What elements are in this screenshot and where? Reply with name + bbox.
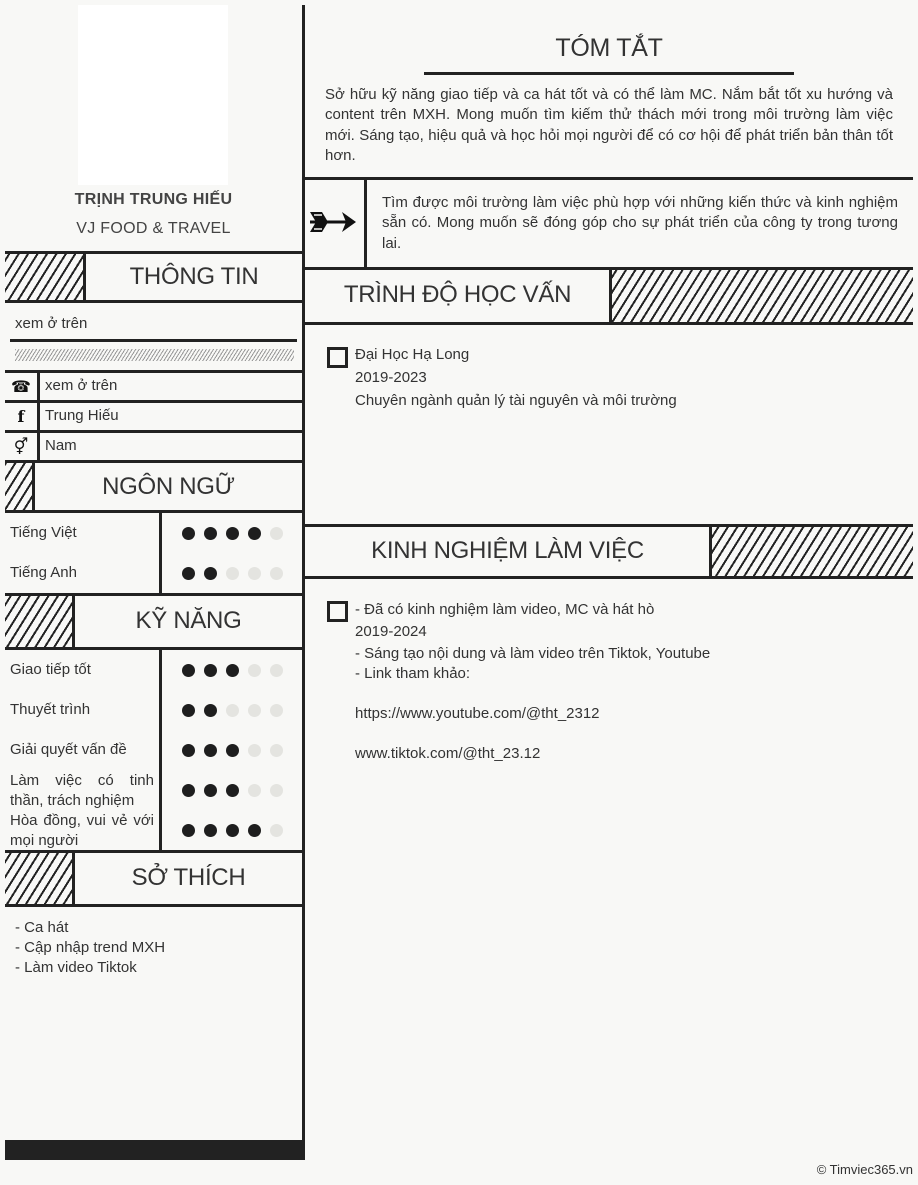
hobbies-title: SỞ THÍCH: [131, 864, 246, 891]
profile-name: TRỊNH TRUNG HIẾU: [74, 191, 233, 208]
rating-dot-filled: [248, 527, 261, 540]
skill-rating: [182, 824, 283, 837]
info-divider: [15, 349, 294, 361]
rating-dot-filled: [204, 704, 217, 717]
gender-icon: ⚥: [13, 438, 29, 456]
language-name: Tiếng Anh: [10, 564, 77, 581]
skill-name: Giải quyết vấn đề: [10, 741, 127, 758]
rating-dot-empty: [270, 784, 283, 797]
rating-dot-empty: [248, 744, 261, 757]
rating-dot-empty: [248, 784, 261, 797]
rating-dot-filled: [204, 744, 217, 757]
rating-dot-filled: [204, 664, 217, 677]
rating-dot-empty: [270, 527, 283, 540]
phone-icon: ☎: [11, 378, 31, 396]
rating-dot-filled: [226, 824, 239, 837]
language-rating: [182, 527, 283, 540]
skill-rating: [182, 784, 283, 797]
arrow-icon: [308, 206, 360, 238]
hobby-item: - Cập nhập trend MXH: [15, 939, 166, 956]
education-major: Chuyên ngành quản lý tài nguyên và môi trường: [355, 392, 677, 409]
rating-dot-filled: [248, 824, 261, 837]
rating-dot-empty: [270, 664, 283, 677]
experience-hatch: [712, 527, 913, 576]
rating-dot-empty: [270, 744, 283, 757]
skill-rating: [182, 704, 283, 717]
rating-dot-filled: [182, 744, 195, 757]
skill-name: Hòa đồng, vui vẻ với mọi người: [10, 812, 154, 849]
experience-line: - Link tham khảo:: [355, 665, 471, 682]
experience-checkbox: [327, 601, 348, 622]
rating-dot-filled: [182, 527, 195, 540]
skill-rating: [182, 744, 283, 757]
avatar: [78, 5, 228, 185]
rating-dot-empty: [270, 704, 283, 717]
rating-dot-empty: [248, 664, 261, 677]
rating-dot-filled: [182, 664, 195, 677]
rating-dot-filled: [204, 824, 217, 837]
hobby-item: - Ca hát: [15, 919, 69, 936]
info-address: xem ở trên: [15, 315, 88, 332]
rating-dot-filled: [226, 527, 239, 540]
rating-dot-filled: [226, 784, 239, 797]
rating-dot-empty: [248, 567, 261, 580]
rating-dot-filled: [204, 567, 217, 580]
hobbies-hatch: [5, 853, 72, 904]
hobby-item: - Làm video Tiktok: [15, 959, 137, 976]
languages-hatch: [5, 463, 32, 510]
languages-title: NGÔN NGỮ: [102, 473, 235, 500]
skill-name: Thuyết trình: [10, 701, 91, 718]
language-name: Tiếng Việt: [10, 524, 77, 541]
rating-dot-filled: [204, 784, 217, 797]
skill-rating: [182, 664, 283, 677]
language-rating: [182, 567, 283, 580]
experience-line: - Đã có kinh nghiệm làm video, MC và hát hò: [355, 601, 655, 618]
profile-position: VJ FOOD & TRAVEL: [76, 220, 231, 237]
education-hatch: [612, 270, 913, 322]
summary-title: TÓM TẮT: [555, 34, 663, 62]
summary-text: Sở hữu kỹ năng giao tiếp và ca hát tốt và có thể làm MC. Nắm bắt tốt xu hướng và content trên MXH. Mong muốn tìm kiếm thử thách mới trong môi trường làm việc mới. Sáng tạo, hiệu quả và học hỏi mọi người để có cơ hội để phát triển bản thân tốt hơn.: [325, 86, 893, 164]
experience-line: - Sáng tạo nội dung và làm video trên Tiktok, Youtube: [355, 645, 711, 662]
experience-line: 2019-2024: [355, 623, 427, 640]
info-facebook: Trung Hiếu: [45, 407, 119, 424]
objective-text: Tìm được môi trường làm việc phù hợp với những kiến thức và kinh nghiệm sẵn có. Mong muốn sẽ đóng góp cho sự phát triển của công ty trong tương lai.: [382, 194, 898, 252]
experience-line[interactable]: https://www.youtube.com/@tht_2312: [355, 705, 600, 722]
rating-dot-empty: [270, 567, 283, 580]
skills-title: KỸ NĂNG: [135, 607, 242, 634]
experience-line[interactable]: www.tiktok.com/@tht_23.12: [355, 745, 541, 762]
rating-dot-filled: [182, 784, 195, 797]
info-phone: xem ở trên: [45, 377, 118, 394]
copyright: © Timviec365.vn: [816, 1162, 913, 1177]
rating-dot-filled: [182, 824, 195, 837]
education-title: TRÌNH ĐỘ HỌC VẤN: [343, 281, 572, 308]
facebook-icon: f: [17, 407, 25, 426]
education-period: 2019-2023: [355, 369, 427, 386]
education-checkbox: [327, 347, 348, 368]
rating-dot-empty: [248, 704, 261, 717]
rating-dot-filled: [182, 567, 195, 580]
education-school: Đại Học Hạ Long: [355, 346, 470, 363]
skill-name: Làm việc có tinh thần, trách nghiệm: [10, 772, 154, 809]
experience-title: KINH NGHIỆM LÀM VIỆC: [371, 537, 644, 564]
info-gender: Nam: [45, 437, 77, 454]
skill-name: Giao tiếp tốt: [10, 661, 91, 678]
rating-dot-empty: [270, 824, 283, 837]
rating-dot-filled: [226, 664, 239, 677]
rating-dot-filled: [204, 527, 217, 540]
rating-dot-filled: [182, 704, 195, 717]
left-footer-bar: [5, 1140, 303, 1160]
info-hatch: [5, 254, 83, 300]
skills-hatch: [5, 596, 72, 647]
rating-dot-empty: [226, 704, 239, 717]
rating-dot-empty: [226, 567, 239, 580]
info-title: THÔNG TIN: [129, 263, 259, 290]
rating-dot-filled: [226, 744, 239, 757]
